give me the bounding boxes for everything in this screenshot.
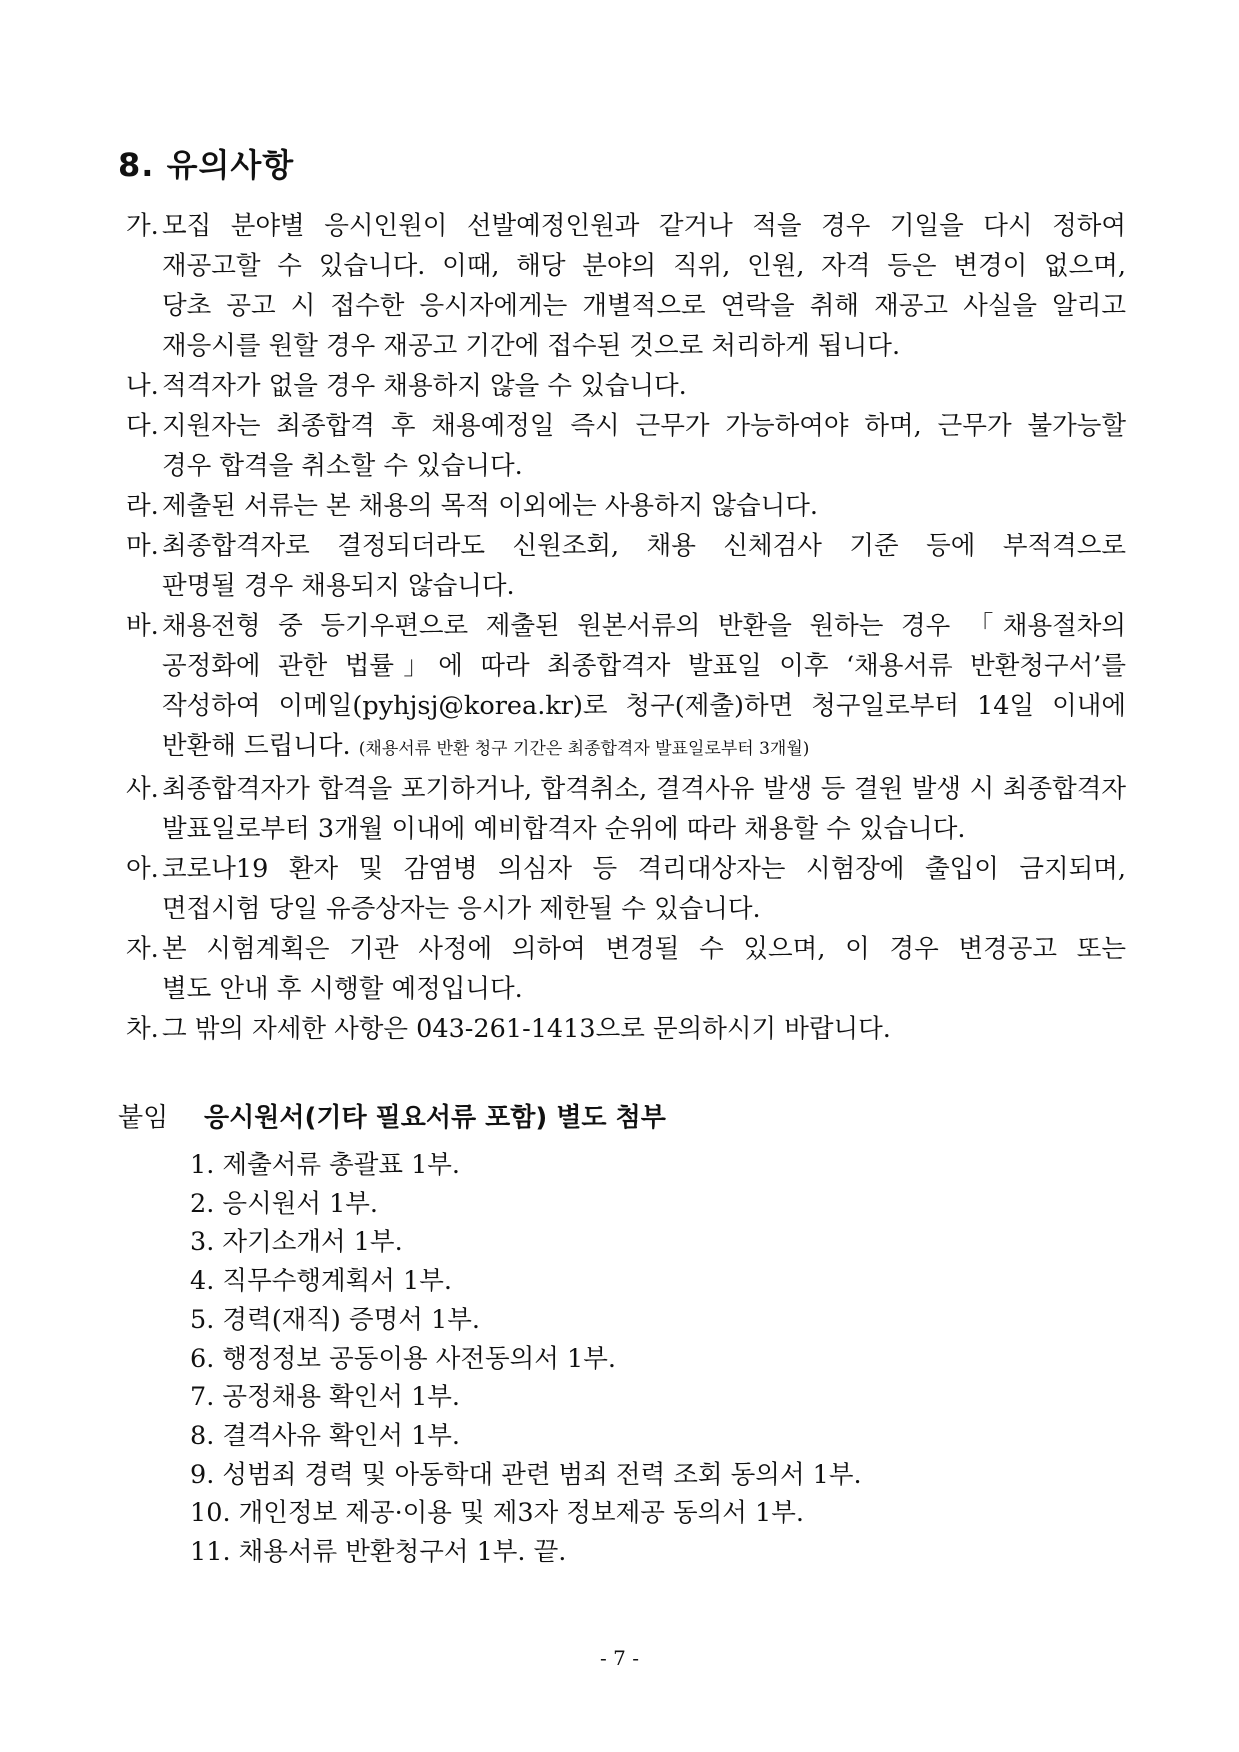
note-line-text: 반환해 드립니다.: [162, 731, 351, 761]
note-marker: 차.: [126, 1014, 159, 1044]
note-line: 재공고할 수 있습니다. 이때, 해당 분야의 직위, 인원, 자격 등은 변경이 없으며,: [162, 251, 1126, 281]
note-line: 재응시를 원할 경우 재공고 기간에 접수된 것으로 처리하게 됩니다.: [162, 331, 901, 361]
note-marker: 자.: [126, 934, 159, 964]
note-item-cha: [126, 1009, 1126, 1049]
notes-list: [126, 206, 1126, 1049]
note-line: 모집 분야별 응시인원이 선발예정인원과 같거나 적을 경우 기일을 다시 정하여: [162, 211, 1126, 241]
attachment-item: 7. 공정채용 확인서 1부.: [190, 1382, 461, 1413]
return-period-remark: (채용서류 반환 청구 기간은 최종합격자 발표일로부터 3개월): [358, 739, 810, 759]
note-line: 발표일로부터 3개월 이내에 예비합격자 순위에 따라 채용할 수 있습니다.: [162, 814, 966, 844]
note-line: 경우 합격을 취소할 수 있습니다.: [162, 451, 523, 481]
note-item-ra: [126, 486, 1126, 526]
note-line: 최종합격자가 합격을 포기하거나, 합격취소, 결격사유 발생 등 결원 발생 시 최종합격자: [162, 774, 1126, 804]
note-line: 지원자는 최종합격 후 채용예정일 즉시 근무가 가능하여야 하며, 근무가 불가능할: [162, 411, 1126, 441]
note-item-ga: [126, 206, 1126, 366]
page-number: - 7 -: [600, 1646, 639, 1670]
note-marker: 마.: [126, 531, 159, 561]
attachment-item: 2. 응시원서 1부.: [190, 1188, 379, 1219]
attachment-item: 3. 자기소개서 1부.: [190, 1227, 403, 1258]
attachment-item: 8. 결격사유 확인서 1부.: [190, 1420, 461, 1451]
attachment-title: 응시원서(기타 필요서류 포함) 별도 첨부: [204, 1103, 666, 1133]
attachment-item: 6. 행정정보 공동이용 사전동의서 1부.: [190, 1343, 616, 1374]
attachment-heading: [118, 1100, 666, 1136]
note-line: 채용전형 중 등기우편으로 제출된 원본서류의 반환을 원하는 경우 「채용절차의: [162, 611, 1126, 641]
section-heading: 8. 유의사항: [118, 146, 295, 184]
attachment-label: 붙임: [118, 1103, 169, 1133]
note-marker: 바.: [126, 611, 159, 641]
attachment-item: 9. 성범죄 경력 및 아동학대 관련 범죄 전력 조회 동의서 1부.: [190, 1459, 862, 1490]
note-line: 판명될 경우 채용되지 않습니다.: [162, 571, 515, 601]
note-line: 작성하여 이메일(pyhjsj@korea.kr)로 청구(제출)하면 청구일로부터 14일 이내에: [162, 691, 1126, 721]
note-line: 공정화에 관한 법률」에 따라 최종합격자 발표일 이후 ‘채용서류 반환청구서’를: [162, 651, 1126, 681]
note-item-na: [126, 366, 1126, 406]
note-item-a: [126, 849, 1126, 929]
note-line: 본 시험계획은 기관 사정에 의하여 변경될 수 있으며, 이 경우 변경공고 또는: [162, 934, 1126, 964]
attachment-item: 11. 채용서류 반환청구서 1부. 끝.: [190, 1537, 567, 1568]
note-line: 제출된 서류는 본 채용의 목적 이외에는 사용하지 않습니다.: [162, 491, 819, 521]
note-item-ja: [126, 929, 1126, 1009]
attachment-item: 4. 직무수행계획서 1부.: [190, 1266, 452, 1297]
note-line: 최종합격자로 결정되더라도 신원조회, 채용 신체검사 기준 등에 부적격으로: [162, 531, 1126, 561]
note-line: 적격자가 없을 경우 채용하지 않을 수 있습니다.: [162, 371, 687, 401]
attachment-section: [118, 1100, 862, 1568]
note-line-with-remark: [162, 726, 1126, 769]
note-marker: 라.: [126, 491, 159, 521]
note-marker: 다.: [126, 411, 159, 441]
note-line: 당초 공고 시 접수한 응시자에게는 개별적으로 연락을 취해 재공고 사실을 알리고: [162, 291, 1126, 321]
note-line: 코로나19 환자 및 감염병 의심자 등 격리대상자는 시험장에 출입이 금지되며,: [162, 854, 1126, 884]
note-marker: 아.: [126, 854, 159, 884]
note-item-ma: [126, 526, 1126, 606]
note-line: 별도 안내 후 시행할 예정입니다.: [162, 974, 523, 1004]
attachment-item: 5. 경력(재직) 증명서 1부.: [190, 1304, 480, 1335]
attachment-item: 1. 제출서류 총괄표 1부.: [190, 1150, 461, 1180]
note-item-ba: [126, 606, 1126, 769]
note-item-da: [126, 406, 1126, 486]
note-marker: 가.: [126, 211, 159, 241]
note-marker: 사.: [126, 774, 159, 804]
note-line: 면접시험 당일 유증상자는 응시가 제한될 수 있습니다.: [162, 894, 761, 924]
attachment-item: 10. 개인정보 제공·이용 및 제3자 정보제공 동의서 1부.: [190, 1498, 804, 1529]
note-item-sa: [126, 769, 1126, 849]
note-marker: 나.: [126, 371, 159, 401]
note-line: 그 밖의 자세한 사항은 043-261-1413으로 문의하시기 바랍니다.: [162, 1014, 891, 1044]
attachment-list: [190, 1146, 1090, 1572]
